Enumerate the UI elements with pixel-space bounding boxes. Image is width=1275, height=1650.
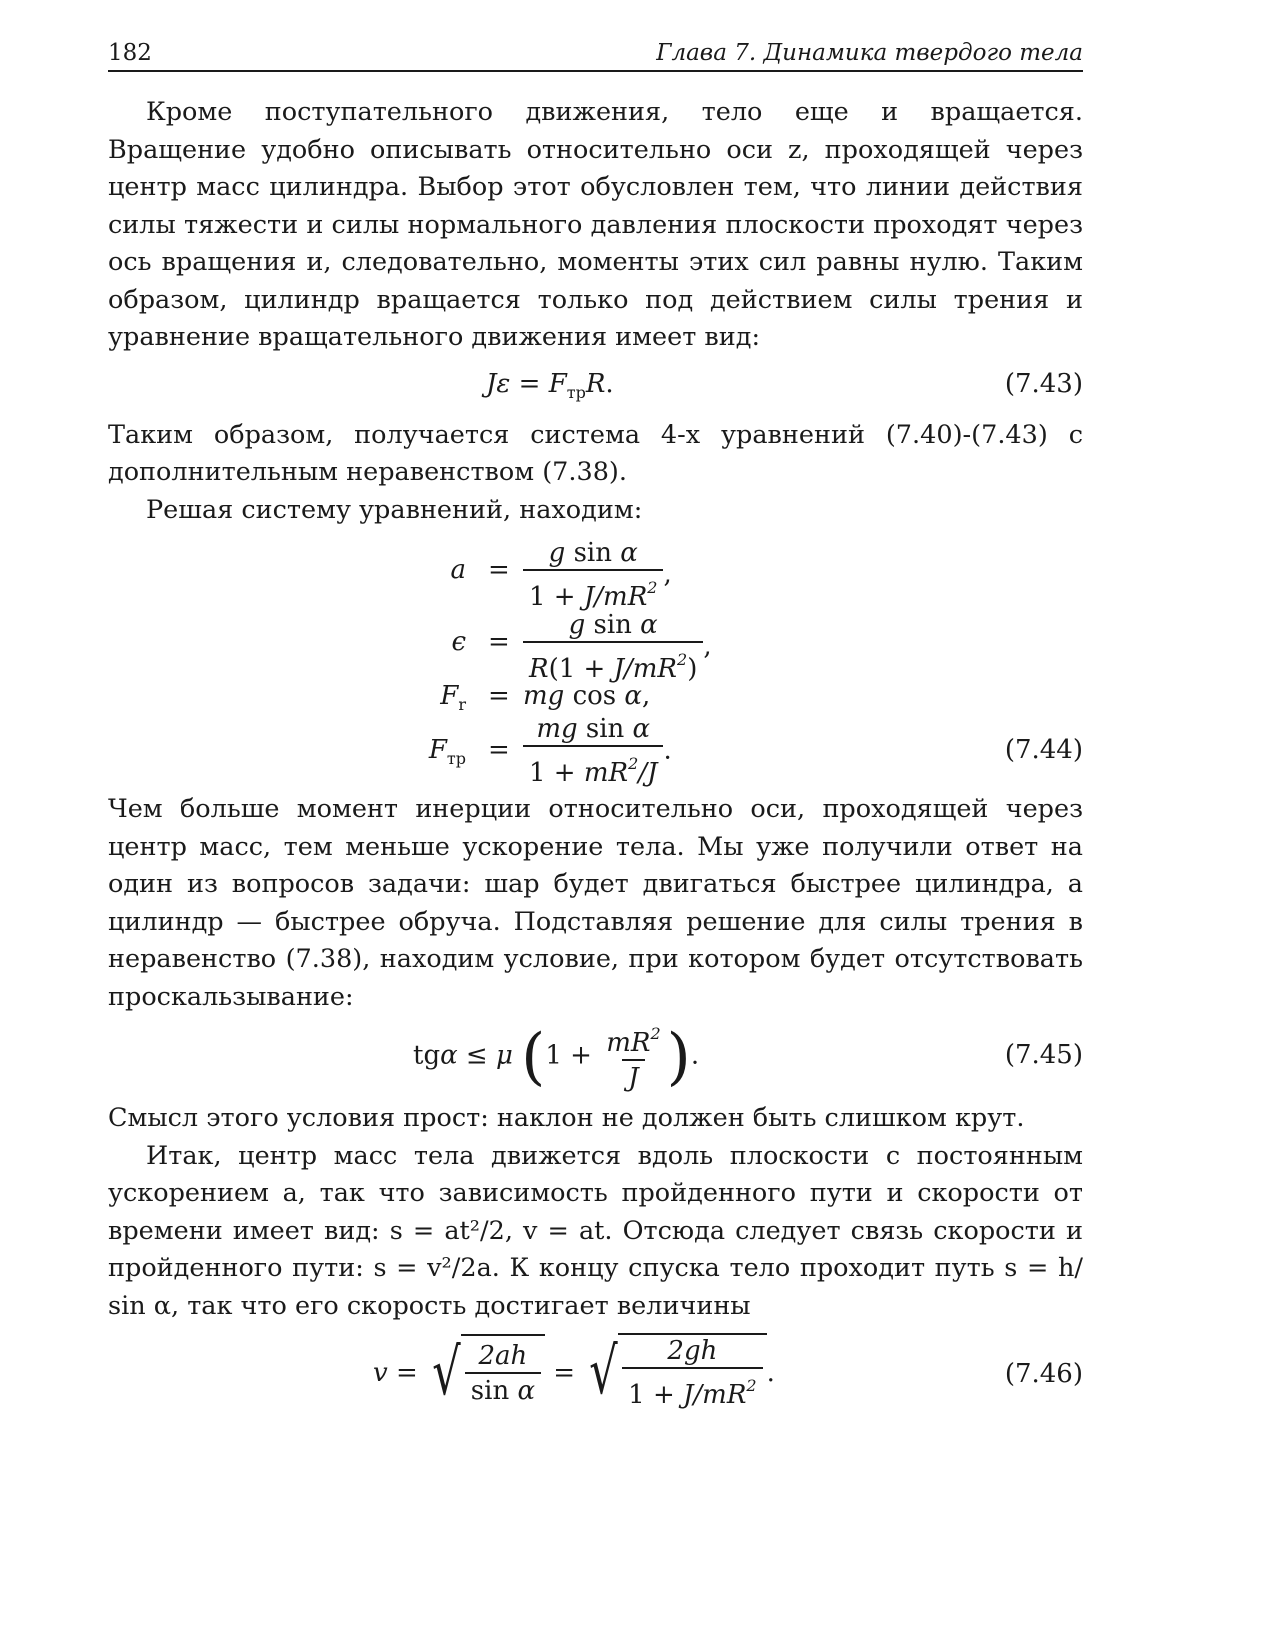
equation-7-43 [108,357,1083,417]
equation-line-a: a = $\frac{\text{g sin α}}{1 + J/mR^2}$ , [450,538,672,612]
paragraph-solving: Решая систему уравнений, находим: [146,494,643,525]
equation-7-45 [108,1016,1083,1100]
paragraph-system: Таким образом, получается система 4-х уравнений (7.40)-(7.43) с дополнительным неравенством (7.38). [108,419,1083,487]
equation-7-45-body: tgα ≤ μ (1 + $\frac{mR^2}{J}$ ). [413,1019,700,1093]
equation-7-43-body: $J\varepsilon = F_{тр}R$. [486,368,614,402]
equation-line-ftr: $F_{тр}$ = $\frac{\text{mg sin α}}{1 + mR^2/J}$ . (7.44) [428,714,1083,788]
equation-number: (7.44) [1004,735,1083,765]
paragraph-meaning: Смысл этого условия прост: наклон не должен быть слишком крут. [108,1103,1025,1133]
equation-number: (7.45) [1004,1040,1083,1070]
page-header [108,36,1083,72]
paragraph-velocity: Итак, центр масс тела движется вдоль плоскости с постоянным ускорением a, так что зависимость пройденного пути и скорости от времени имеет вид: s = at²/2, v = at. Отсюда следует связь скорости и пройденного пути: s = v²/2a. К концу спуска тело проходит путь s = h/ sin α, так что его скорость достигает величины [108,1140,1083,1321]
page-number: 182 [108,40,152,66]
equation-7-46 [108,1325,1083,1425]
equation-number: (7.46) [1004,1359,1083,1389]
equation-7-44 [108,529,1083,791]
paragraph-moment: Чем больше момент инерции относительно оси, проходящей через центр масс, тем меньше ускорение тела. Мы уже получили ответ на один из вопросов задачи: шар будет двигаться быстрее цилиндра, а цилиндр — быстрее обруча. Подставляя решение для силы трения в неравенство (7.38), находим условие, при котором будет отсутствовать проскальзывание: [108,794,1083,1012]
equation-line-epsilon: ϵ = $\frac{\text{g sin α}}{R(1 + J/mR^2)}$ , [451,610,712,684]
chapter-title: Глава 7. Динамика твердого тела [656,40,1083,66]
equation-line-fr: $F_r$ = mg cos α, [440,681,651,714]
equation-7-46-body: v = √ $\frac{2ah}{\text{sin α}}$ = √ $\frac{2gh}{1 + J/mR^2}$ . [373,1335,775,1410]
paragraph-rotation: Кроме поступательного движения, тело еще и вращается. Вращение удобно описывать относительно оси z, проходящей через центр масс цилиндра. Выбор этот обусловлен тем, что линии действия силы тяжести и силы нормального давления плоскости проходят через ось вращения и, следовательно, моменты этих сил равны нулю. Таким образом, цилиндр вращается только под действием силы трения и уравнение вращательного движения имеет вид: [108,97,1083,352]
page [108,36,1083,1425]
equation-number: (7.43) [1004,368,1083,399]
